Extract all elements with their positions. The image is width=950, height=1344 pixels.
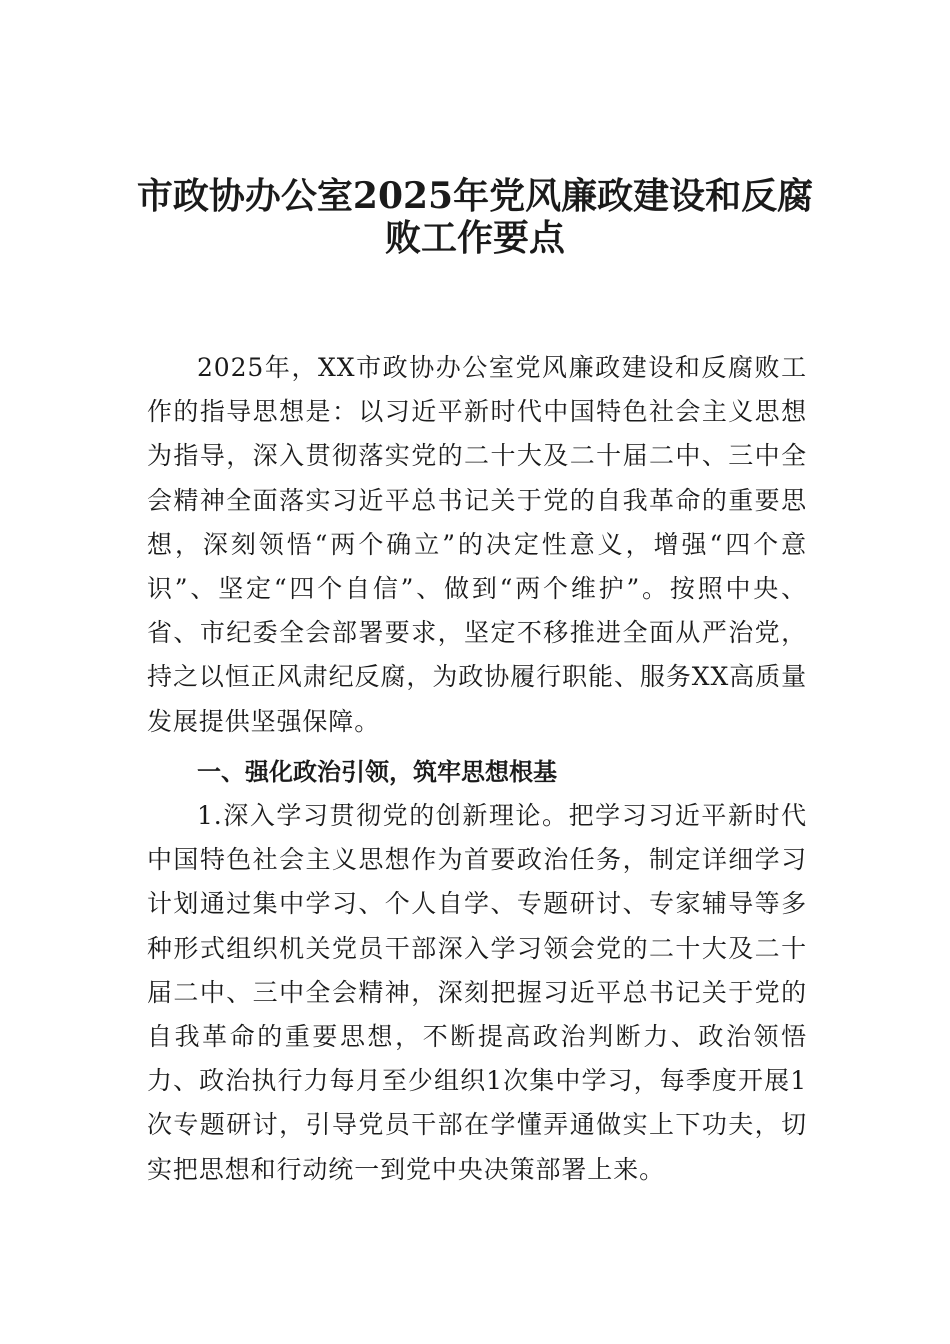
section-1-item-1-paragraph: 1.深入学习贯彻党的创新理论。把学习习近平新时代中国特色社会主义思想作为首要政治任务，制定详细学习计划通过集中学习、个人自学、专题研讨、专家辅导等多种形式组织机关党员干部深入学习领会党的二十大及二十届二中、三中全会精神，深刻把握习近平总书记关于党的自我革命的重要思想，不断提高政治判断力、政治领悟力、政治执行力每月至少组织1次集中学习，每季度开展1次专题研讨，引导党员干部在学懂弄通做实上下功夫，切实把思想和行动统一到党中央决策部署上来。 [147, 801, 807, 1184]
document-title-line-1: 市政协办公室2025年党风廉政建设和反腐 [136, 175, 814, 217]
document-title-line-2: 败工作要点 [384, 217, 565, 259]
intro-paragraph: 2025年，XX市政协办公室党风廉政建设和反腐败工作的指导思想是：以习近平新时代中国特色社会主义思想为指导，深入贯彻落实党的二十大及二十届二中、三中全会精神全面落实习近平总书记关于党的自我革命的重要思想，深刻领悟“两个确立”的决定性意义，增强“四个意识”、坚定“四个自信”、做到“两个维护”。按照中央、省、市纪委全会部署要求，坚定不移推进全面从严治党，持之以恒正风肃纪反腐，为政协履行职能、服务XX高质量发展提供坚强保障。 [147, 353, 807, 736]
section-1-heading: 一、强化政治引领，筑牢思想根基 [197, 758, 557, 786]
